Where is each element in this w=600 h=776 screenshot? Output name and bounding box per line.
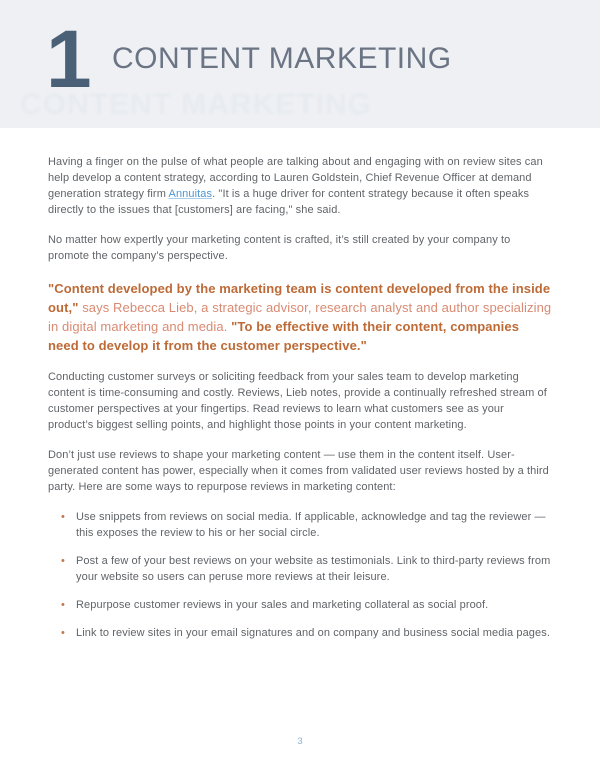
chapter-header-band [0, 0, 600, 128]
page-footer [0, 731, 600, 749]
repurpose-tips-list [48, 509, 552, 641]
list-item-text: Repurpose customer reviews in your sales and marketing collateral as social proof. [76, 599, 489, 611]
list-item-text: Post a few of your best reviews on your website as testimonials. Link to third-party reviews from your website so users can peruse more reviews at their leisure. [76, 555, 551, 583]
bullet-icon: • [61, 627, 65, 639]
paragraph-repurpose-intro: Don’t just use reviews to shape your marketing content — use them in the content itself. User-generated content has power, especially when it comes from validated user reviews hosted by a third party. Here are some ways to repurpose reviews in marketing content: [48, 449, 549, 493]
bullet-icon: • [61, 555, 65, 567]
pull-quote-bold-open: "Content developed by the marketing team is content developed from the inside out," [48, 281, 551, 315]
pull-quote-bold-close: "To be effective with their content, companies need to develop it from the customer perspective." [48, 319, 520, 353]
page-number: 3 [297, 736, 303, 747]
article-body [0, 128, 600, 641]
paragraph-company-perspective: No matter how expertly your marketing content is crafted, it’s still created by your company to promote the company’s perspective. [48, 234, 511, 262]
pull-quote [48, 279, 552, 355]
bullet-icon: • [61, 599, 65, 611]
paragraph-intro-text-before: Having a finger on the pulse of what people are talking about and engaging with on review sites can help develop a content strategy, according to Lauren Goldstein, Chief Revenue Officer at demand generation strategy firm [48, 156, 543, 200]
chapter-number: 1 [46, 14, 92, 105]
chapter-title: CONTENT MARKETING [112, 42, 452, 75]
annuitas-link[interactable]: Annuitas [168, 188, 213, 200]
ghost-title-echo: CONTENT MARKETING [20, 88, 372, 121]
bullet-icon: • [61, 511, 65, 523]
pull-quote-attribution: says Rebecca Lieb, a strategic advisor, research analyst and author specializing in digital marketing and media. [48, 300, 552, 334]
paragraph-intro-text-after: . "It is a huge driver for content strategy because it often speaks directly to the issues that [customers] are facing," she said. [48, 188, 530, 216]
list-item-text: Link to review sites in your email signatures and on company and business social media pages. [76, 627, 550, 639]
list-item [48, 625, 552, 641]
list-item [48, 597, 552, 613]
paragraph-surveys: Conducting customer surveys or soliciting feedback from your sales team to develop marketing content is time-consuming and costly. Reviews, Lieb notes, provide a continually refreshed stream of customer perspectives at your fingertips. Read reviews to learn what customers see as your product’s biggest selling points, and highlight those points in your content marketing. [48, 371, 547, 431]
paragraph-intro [48, 154, 552, 218]
list-item [48, 509, 552, 541]
list-item-text: Use snippets from reviews on social media. If applicable, acknowledge and tag the reviewer — this exposes the review to his or her social circle. [76, 511, 546, 539]
list-item [48, 553, 552, 585]
